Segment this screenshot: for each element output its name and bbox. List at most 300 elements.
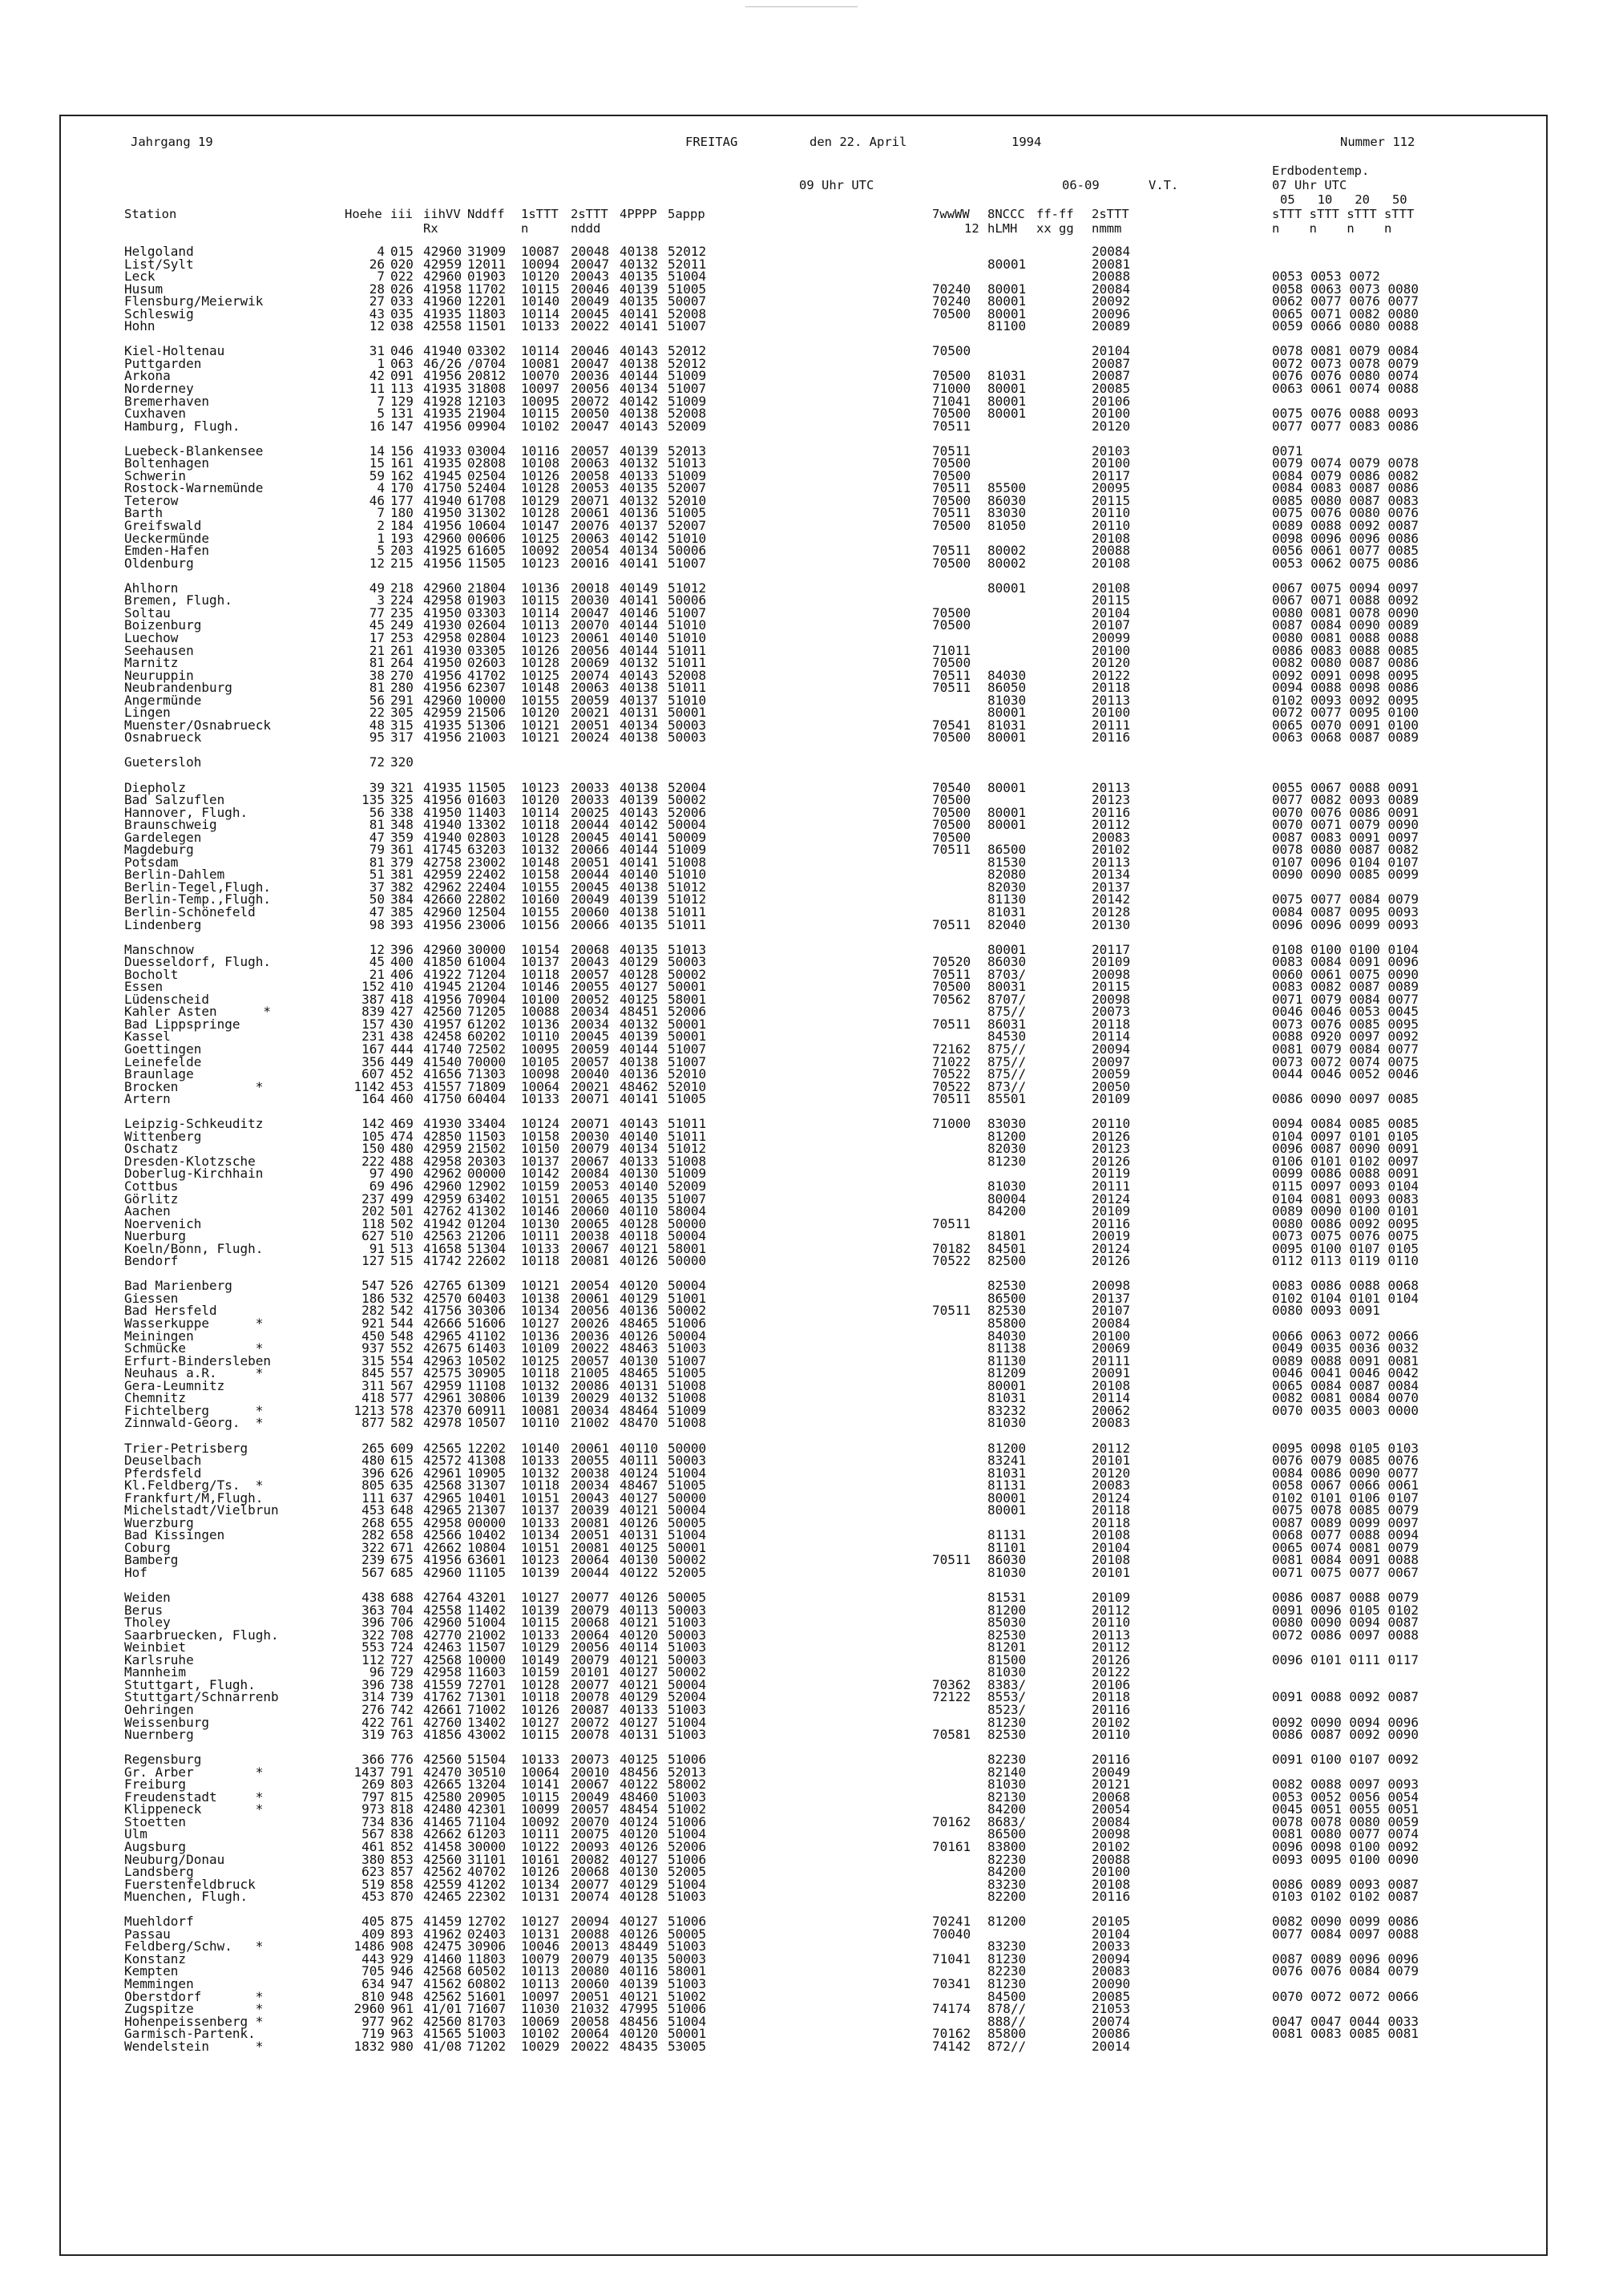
table-cell: 40141 <box>620 1091 659 1107</box>
table-cell: 53005 <box>668 2038 707 2054</box>
table-cell: 40121 <box>620 1988 659 2004</box>
table-cell: 40130 <box>620 1166 659 1182</box>
table-cell: 41956 <box>423 667 462 683</box>
table-cell <box>423 756 462 769</box>
table-cell: 71011 <box>932 642 971 658</box>
table-cell: 61309 <box>467 1278 507 1294</box>
table-cell: 0096 0096 0099 0093 <box>1272 916 1419 932</box>
table-cell: 70511 <box>932 680 971 696</box>
table-cell: 10097 <box>521 381 560 397</box>
table-cell: 42660 <box>423 891 462 907</box>
table-cell: 2960 <box>353 2001 385 2017</box>
table-cell: 0091 0096 0105 0102 <box>1272 1602 1419 1618</box>
table-cell: 51004 <box>668 1714 707 1730</box>
table-cell: 51007 <box>668 1190 707 1207</box>
table-cell: 70500 <box>932 368 971 384</box>
table-cell: 52006 <box>668 804 707 820</box>
table-cell: 20088 <box>1092 543 1131 559</box>
table-cell: 42765 <box>423 1278 462 1294</box>
table-cell: 42568 <box>423 1477 462 1494</box>
table-cell: 10121 <box>521 730 560 746</box>
table-cell: 91 <box>369 1240 385 1256</box>
table-cell: 10097 <box>521 1988 560 2004</box>
table-cell: 42560 <box>423 1752 462 1768</box>
table-cell: 41465 <box>423 1813 462 1829</box>
table-cell <box>571 756 609 769</box>
table-cell: 20069 <box>1092 1340 1131 1356</box>
table-cell: 10133 <box>521 1752 560 1768</box>
table-cell: 554 <box>390 1352 414 1368</box>
table-cell: 10132 <box>521 1465 560 1481</box>
table-cell: 20045 <box>571 879 610 895</box>
table-cell: 63402 <box>467 1190 507 1207</box>
table-cell: 41540 <box>423 1053 462 1069</box>
table-cell: Hohenpeissenberg * <box>124 2013 264 2029</box>
table-cell: 20126 <box>1092 1128 1131 1144</box>
table-cell: 810 <box>361 1988 385 2004</box>
table-cell: 42965 <box>423 1328 462 1344</box>
table-cell: 81201 <box>987 1639 1027 1655</box>
table-cell: 70520 <box>932 954 971 970</box>
table-cell: 10092 <box>521 1813 560 1829</box>
table-cell: 40144 <box>620 368 659 384</box>
table-cell: 41940 <box>423 829 462 845</box>
table-cell: 80001 <box>987 705 1027 721</box>
table-cell: 20117 <box>1092 467 1131 483</box>
table-cell: 20030 <box>571 592 610 608</box>
table-cell: 20118 <box>1092 1502 1131 1518</box>
col-ff: ff-ff <box>1036 207 1074 221</box>
table-cell: 33404 <box>467 1116 507 1132</box>
table-cell: Ahlhorn <box>124 580 179 596</box>
table-cell: 20142 <box>1092 891 1131 907</box>
table-cell: 381 <box>390 867 414 883</box>
table-cell: 20100 <box>1092 406 1131 422</box>
table-cell: 48470 <box>620 1415 659 1431</box>
table-cell: 20022 <box>571 318 610 334</box>
table-cell: 86500 <box>987 842 1027 858</box>
table-cell: 10110 <box>521 1415 560 1431</box>
table-cell: 20111 <box>1092 1178 1131 1194</box>
table-cell: 50005 <box>668 1514 707 1530</box>
table-cell: 20100 <box>1092 455 1131 471</box>
table-cell: 322 <box>361 1627 385 1643</box>
table-cell: 42770 <box>423 1627 462 1643</box>
table-cell: 40143 <box>620 343 659 359</box>
table-cell: 0068 0077 0088 0094 <box>1272 1527 1419 1543</box>
col-2sttt-b: 2sTTT <box>1092 207 1129 221</box>
table-cell: 3 <box>377 592 385 608</box>
table-cell: 10127 <box>521 1316 560 1332</box>
table-cell: 81530 <box>987 854 1027 870</box>
table-cell: 0071 0075 0077 0067 <box>1272 1564 1419 1580</box>
table-cell: 805 <box>361 1477 385 1494</box>
table-cell: 80001 <box>987 293 1027 309</box>
table-cell: 20124 <box>1092 1490 1131 1506</box>
table-cell: 20098 <box>1092 991 1131 1007</box>
table-cell: Neuruppin <box>124 667 194 683</box>
table-cell: 1213 <box>353 1402 385 1418</box>
table-cell: 0086 0090 0097 0085 <box>1272 1091 1419 1107</box>
table-cell: 361 <box>390 842 414 858</box>
table-cell: 338 <box>390 804 414 820</box>
table-cell: 10133 <box>521 1453 560 1469</box>
table-cell: 0086 0087 0092 0090 <box>1272 1727 1419 1743</box>
table-cell: 42962 <box>423 879 462 895</box>
soil-temp-title: Erdbodentemp. <box>1272 164 1370 178</box>
table-cell: 42963 <box>423 1352 462 1368</box>
table-cell: Dresden-Klotzsche <box>124 1153 256 1169</box>
table-cell: 40137 <box>620 692 659 708</box>
table-cell: Seehausen <box>124 642 194 658</box>
col-8nccc-sub: hLMH <box>987 221 1018 236</box>
table-cell: 40127 <box>620 979 659 995</box>
table-cell: 16 <box>369 418 385 434</box>
table-cell: 11702 <box>467 281 507 297</box>
table-cell: 20072 <box>571 393 610 409</box>
table-cell: 50004 <box>668 817 707 833</box>
table-cell: 40132 <box>620 1390 659 1406</box>
table-cell: 20022 <box>571 2038 610 2054</box>
table-cell: 48462 <box>620 1078 659 1094</box>
table-cell: 40126 <box>620 1926 659 1942</box>
table-cell: 20118 <box>1092 1514 1131 1530</box>
table-cell: Chemnitz <box>124 1390 187 1406</box>
table-cell: 10088 <box>521 1004 560 1020</box>
table-cell: 776 <box>390 1752 414 1768</box>
table-cell: 0053 0062 0075 0086 <box>1272 555 1419 571</box>
table-cell: 40149 <box>620 580 659 596</box>
table-cell: 10069 <box>521 2013 560 2029</box>
table-cell: 40132 <box>620 256 659 272</box>
table-cell <box>1272 756 1419 769</box>
table-cell: 7 <box>377 269 385 285</box>
table-cell: 20084 <box>1092 244 1131 259</box>
table-cell: 10149 <box>521 1651 560 1667</box>
table-cell: 41956 <box>423 518 462 534</box>
table-cell: 48464 <box>620 1402 659 1418</box>
table-cell: 20102 <box>1092 1714 1131 1730</box>
table-cell: 51004 <box>668 1876 707 1892</box>
table-cell: 51004 <box>668 2013 707 2029</box>
table-cell: 4 <box>377 244 385 259</box>
table-cell: 48463 <box>620 1340 659 1356</box>
table-cell: Oberstdorf * <box>124 1988 264 2004</box>
table-cell: 380 <box>361 1851 385 1867</box>
table-cell: 42560 <box>423 2013 462 2029</box>
table-cell: 01603 <box>467 792 507 808</box>
table-cell: 40130 <box>620 1864 659 1880</box>
table-cell: 50002 <box>668 792 707 808</box>
table-cell: 20038 <box>571 1465 610 1481</box>
table-cell: 81131 <box>987 1477 1027 1494</box>
table-cell: 40126 <box>620 1328 659 1344</box>
table-cell: 72502 <box>467 1041 507 1057</box>
table-cell: 10125 <box>521 530 560 546</box>
table-cell: 02604 <box>467 617 507 633</box>
table-cell: 40120 <box>620 1627 659 1643</box>
table-cell: 85501 <box>987 1091 1027 1107</box>
table-cell: 10115 <box>521 1615 560 1631</box>
table-cell: 42560 <box>423 1004 462 1020</box>
table-cell: 0089 0090 0100 0101 <box>1272 1203 1419 1219</box>
table-cell: 27 <box>369 293 385 309</box>
table-cell: 41962 <box>423 1926 462 1942</box>
table-cell: 20064 <box>571 1627 610 1643</box>
table-cell: 21 <box>369 966 385 982</box>
table-cell: 41750 <box>423 1091 462 1107</box>
table-cell: 63203 <box>467 842 507 858</box>
table-cell: 10402 <box>467 1527 507 1543</box>
table-cell: 8707/ <box>987 991 1027 1007</box>
table-cell: 51004 <box>668 1527 707 1543</box>
table-cell: 382 <box>390 879 414 895</box>
table-cell: 40135 <box>620 941 659 957</box>
table-cell: 0049 0035 0036 0032 <box>1272 1340 1419 1356</box>
table-cell: 20096 <box>1092 305 1131 321</box>
table-cell: 51009 <box>668 368 707 384</box>
table-cell: 20085 <box>1092 381 1131 397</box>
table-cell: 20045 <box>571 305 610 321</box>
table-cell: 20115 <box>1092 492 1131 508</box>
table-cell: 42565 <box>423 1440 462 1456</box>
table-cell: 10121 <box>521 717 560 733</box>
table-cell: 84030 <box>987 1328 1027 1344</box>
table-cell: 42960 <box>423 244 462 259</box>
table-cell: 7 <box>377 505 385 521</box>
table-cell: 671 <box>390 1539 414 1555</box>
table-cell: 20098 <box>1092 1826 1131 1842</box>
table-cell: 42562 <box>423 1864 462 1880</box>
table-cell: 11402 <box>467 1602 507 1618</box>
table-cell: 42850 <box>423 1128 462 1144</box>
table-cell: Fuerstenfeldbruck <box>124 1876 256 1892</box>
table-cell: 20116 <box>1092 730 1131 746</box>
table-cell: 10158 <box>521 867 560 883</box>
table-cell: 947 <box>390 1976 414 1992</box>
table-cell <box>1272 245 1419 258</box>
table-cell: Feldberg/Schw. * <box>124 1938 264 1954</box>
table-cell: List/Sylt <box>124 256 194 272</box>
station-column <box>124 245 279 2052</box>
table-cell: 56 <box>369 804 385 820</box>
table-cell: 40132 <box>620 655 659 671</box>
table-cell: 70362 <box>932 1676 971 1692</box>
table-cell: 22402 <box>467 867 507 883</box>
table-cell: 83230 <box>987 1876 1027 1892</box>
table-cell: 41559 <box>423 1676 462 1692</box>
table-cell: 557 <box>390 1365 414 1381</box>
table-cell: 40137 <box>620 518 659 534</box>
table-cell: 51007 <box>668 318 707 334</box>
table-cell: 40144 <box>620 842 659 858</box>
table-cell: 40122 <box>620 1564 659 1580</box>
table-cell: 40129 <box>620 1290 659 1306</box>
table-cell: Rostock-Warnemünde <box>124 480 264 496</box>
table-cell: 50001 <box>668 1539 707 1555</box>
table-cell: 10108 <box>521 455 560 471</box>
table-cell: 269 <box>361 1777 385 1793</box>
table-cell: 40143 <box>620 667 659 683</box>
table-cell: 20067 <box>571 1777 610 1793</box>
table-cell: 59 <box>369 467 385 483</box>
table-cell: 157 <box>361 1016 385 1032</box>
col-2sttt-sub: nddd <box>571 221 601 236</box>
table-cell: 10129 <box>521 492 560 508</box>
table-cell: 20022 <box>571 1340 610 1356</box>
table-cell: 20071 <box>571 1116 610 1132</box>
table-cell: 0083 0082 0087 0089 <box>1272 979 1419 995</box>
table-cell: 237 <box>361 1190 385 1207</box>
table-cell: 10137 <box>521 1153 560 1169</box>
table-cell: 11501 <box>467 318 507 334</box>
table-cell: 48456 <box>620 2013 659 2029</box>
table-cell: Stoetten <box>124 1813 187 1829</box>
table-cell: 0091 0100 0107 0092 <box>1272 1752 1419 1768</box>
table-cell: 10087 <box>521 244 560 259</box>
table-cell: 20061 <box>571 505 610 521</box>
table-cell: 42959 <box>423 1190 462 1207</box>
table-cell: 81050 <box>987 518 1027 534</box>
table-cell: Landsberg <box>124 1864 194 1880</box>
table-cell: 31909 <box>467 244 507 259</box>
table-cell: 0082 0090 0099 0086 <box>1272 1914 1419 1930</box>
jahrgang: Jahrgang 19 <box>131 135 213 149</box>
table-cell: 0102 0104 0101 0104 <box>1272 1290 1419 1306</box>
table-cell: 50007 <box>668 293 707 309</box>
table-cell: 0076 0079 0085 0076 <box>1272 1453 1419 1469</box>
table-cell: 40124 <box>620 1465 659 1481</box>
table-cell: 10155 <box>521 692 560 708</box>
table-cell: 0087 0084 0090 0089 <box>1272 617 1419 633</box>
table-cell: 70511 <box>932 1016 971 1032</box>
table-cell: 21053 <box>1092 2001 1131 2017</box>
table-cell: 231 <box>361 1029 385 1045</box>
table-cell: 51009 <box>668 842 707 858</box>
table-cell: 0086 0089 0093 0087 <box>1272 1876 1419 1892</box>
table-cell: 0094 0088 0098 0086 <box>1272 680 1419 696</box>
ttt2-column <box>571 245 609 2052</box>
table-cell: 875// <box>987 1041 1027 1057</box>
table-cell: 10123 <box>521 555 560 571</box>
col-2sttt: 2sTTT <box>571 207 608 221</box>
table-cell: 50000 <box>668 1490 707 1506</box>
table-cell: 0075 0077 0084 0079 <box>1272 891 1419 907</box>
table-cell: 51003 <box>668 1789 707 1805</box>
table-cell: 046 <box>390 343 414 359</box>
table-cell: 461 <box>361 1839 385 1854</box>
table-cell: 10139 <box>521 1390 560 1406</box>
table-cell: Zugspitze * <box>124 2001 264 2017</box>
table-cell: 41202 <box>467 1876 507 1892</box>
table-cell: 51011 <box>668 916 707 932</box>
table-cell: 315 <box>390 717 414 733</box>
table-cell: 51009 <box>668 467 707 483</box>
table-cell: 40121 <box>620 1615 659 1631</box>
table-cell <box>1092 756 1130 769</box>
table-cell: 688 <box>390 1590 414 1606</box>
table-cell: 52006 <box>668 1004 707 1020</box>
col-7www-sub: 12 <box>964 221 979 236</box>
table-cell: 10126 <box>521 1864 560 1880</box>
table-cell: 86500 <box>987 1826 1027 1842</box>
table-cell: 0081 0084 0091 0088 <box>1272 1552 1419 1568</box>
table-cell: 396 <box>361 1676 385 1692</box>
table-cell: 42470 <box>423 1764 462 1780</box>
table-cell: 40133 <box>620 1701 659 1717</box>
table-cell: 82230 <box>987 1752 1027 1768</box>
table-cell: 82040 <box>987 916 1027 932</box>
table-cell: 20123 <box>1092 792 1131 808</box>
table-cell: 0055 0067 0088 0091 <box>1272 779 1419 795</box>
table-cell: 8683/ <box>987 1813 1027 1829</box>
table-cell: 50001 <box>668 705 707 721</box>
table-cell: 52012 <box>668 343 707 359</box>
table-cell: 42958 <box>423 1153 462 1169</box>
table-cell: 552 <box>390 1340 414 1356</box>
table-cell: 11030 <box>521 2001 560 2017</box>
table-cell: 58001 <box>668 991 707 1007</box>
table-cell: 70522 <box>932 1253 971 1269</box>
table-cell: 51010 <box>668 692 707 708</box>
col-soil-sub: n n n n <box>1272 221 1392 236</box>
table-cell: 0115 0097 0093 0104 <box>1272 1178 1419 1194</box>
table-cell: 727 <box>390 1651 414 1667</box>
table-cell: 00000 <box>467 1166 507 1182</box>
table-cell: 0093 0095 0100 0090 <box>1272 1851 1419 1867</box>
table-cell: 305 <box>390 705 414 721</box>
table-cell: 51002 <box>668 1988 707 2004</box>
table-cell: 490 <box>390 1166 414 1182</box>
table-cell: 453 <box>361 1502 385 1518</box>
table-cell: 8553/ <box>987 1689 1027 1705</box>
table-cell: 40132 <box>620 1016 659 1032</box>
table-cell: 42662 <box>423 1826 462 1842</box>
table-cell: Michelstadt/Vielbrun <box>124 1502 279 1518</box>
table-cell: 738 <box>390 1676 414 1692</box>
table-cell: 70000 <box>467 1053 507 1069</box>
table-cell: 20040 <box>571 1066 610 1082</box>
table-cell: 317 <box>390 730 414 746</box>
table-cell: 50003 <box>668 1651 707 1667</box>
pppp-column <box>620 245 658 2052</box>
table-cell: 97 <box>369 1166 385 1182</box>
table-cell: 20014 <box>1092 2038 1131 2054</box>
table-cell: Frankfurt/M,Flugh. <box>124 1490 264 1506</box>
table-cell: 0089 0088 0091 0081 <box>1272 1352 1419 1368</box>
table-cell: 30905 <box>467 1365 507 1381</box>
table-cell: 51006 <box>668 1851 707 1867</box>
table-cell: 105 <box>361 1128 385 1144</box>
vt-label: V.T. <box>1149 178 1179 192</box>
table-cell: 40130 <box>620 1552 659 1568</box>
table-cell: 51013 <box>668 941 707 957</box>
table-cell: Flensburg/Meierwik <box>124 293 264 309</box>
table-cell: 51011 <box>668 642 707 658</box>
table-cell: 20110 <box>1092 505 1131 521</box>
table-cell: 40143 <box>620 804 659 820</box>
table-cell: 0082 0080 0087 0086 <box>1272 655 1419 671</box>
table-cell: Ulm <box>124 1826 147 1842</box>
table-cell: 0081 0079 0084 0077 <box>1272 1041 1419 1057</box>
table-cell: 60404 <box>467 1091 507 1107</box>
table-cell: 11108 <box>467 1377 507 1393</box>
table-cell: 61203 <box>467 1826 507 1842</box>
table-cell: 10127 <box>521 1914 560 1930</box>
table-cell: 567 <box>361 1826 385 1842</box>
table-cell: 0104 0097 0101 0105 <box>1272 1128 1419 1144</box>
table-cell: 20812 <box>467 368 507 384</box>
